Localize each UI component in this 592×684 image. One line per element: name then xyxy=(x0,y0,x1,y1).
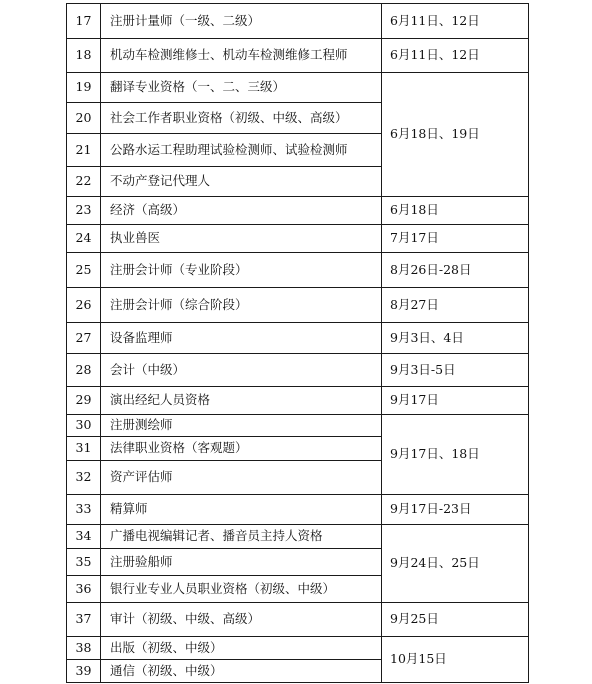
exam-date: 6月11日、12日 xyxy=(382,4,529,39)
table-row xyxy=(67,197,529,225)
row-number: 31 xyxy=(67,437,101,461)
exam-name: 出版（初级、中级） xyxy=(101,637,382,660)
exam-name: 法律职业资格（客观题） xyxy=(101,437,382,461)
row-number: 18 xyxy=(67,39,101,73)
table-row xyxy=(67,225,529,253)
exam-name: 注册计量师（一级、二级） xyxy=(101,4,382,39)
table-row xyxy=(67,73,529,103)
row-number: 22 xyxy=(67,167,101,197)
exam-name: 银行业专业人员职业资格（初级、中级） xyxy=(101,576,382,603)
exam-date: 9月24日、25日 xyxy=(382,525,529,603)
table-row xyxy=(67,525,529,549)
table-row xyxy=(67,354,529,387)
exam-name: 注册会计师（专业阶段） xyxy=(101,253,382,288)
table-row xyxy=(67,288,529,323)
exam-date: 8月26日-28日 xyxy=(382,253,529,288)
row-number: 35 xyxy=(67,549,101,576)
exam-name: 资产评估师 xyxy=(101,461,382,495)
table-row xyxy=(67,253,529,288)
exam-name: 会计（中级） xyxy=(101,354,382,387)
exam-name: 广播电视编辑记者、播音员主持人资格 xyxy=(101,525,382,549)
exam-name: 注册会计师（综合阶段） xyxy=(101,288,382,323)
exam-date: 6月18日、19日 xyxy=(382,73,529,197)
table-row xyxy=(67,637,529,660)
exam-name: 机动车检测维修士、机动车检测维修工程师 xyxy=(101,39,382,73)
table-row xyxy=(67,387,529,415)
row-number: 21 xyxy=(67,134,101,167)
exam-date: 9月3日、4日 xyxy=(382,323,529,354)
exam-name: 公路水运工程助理试验检测师、试验检测师 xyxy=(101,134,382,167)
exam-name: 翻译专业资格（一、二、三级） xyxy=(101,73,382,103)
row-number: 26 xyxy=(67,288,101,323)
row-number: 17 xyxy=(67,4,101,39)
exam-date: 8月27日 xyxy=(382,288,529,323)
row-number: 23 xyxy=(67,197,101,225)
row-number: 32 xyxy=(67,461,101,495)
exam-date: 10月15日 xyxy=(382,637,529,683)
table-row xyxy=(67,39,529,73)
exam-name: 注册验船师 xyxy=(101,549,382,576)
table-row xyxy=(67,495,529,525)
exam-date: 9月3日-5日 xyxy=(382,354,529,387)
exam-date: 9月17日、18日 xyxy=(382,415,529,495)
exam-date: 9月25日 xyxy=(382,603,529,637)
row-number: 25 xyxy=(67,253,101,288)
table-row xyxy=(67,323,529,354)
exam-date: 6月11日、12日 xyxy=(382,39,529,73)
exam-name: 不动产登记代理人 xyxy=(101,167,382,197)
row-number: 20 xyxy=(67,103,101,134)
exam-date: 7月17日 xyxy=(382,225,529,253)
row-number: 36 xyxy=(67,576,101,603)
exam-date: 6月18日 xyxy=(382,197,529,225)
row-number: 27 xyxy=(67,323,101,354)
exam-name: 精算师 xyxy=(101,495,382,525)
exam-name: 演出经纪人员资格 xyxy=(101,387,382,415)
row-number: 28 xyxy=(67,354,101,387)
exam-name: 注册测绘师 xyxy=(101,415,382,437)
table-row xyxy=(67,4,529,39)
row-number: 37 xyxy=(67,603,101,637)
row-number: 29 xyxy=(67,387,101,415)
row-number: 30 xyxy=(67,415,101,437)
exam-name: 执业兽医 xyxy=(101,225,382,253)
row-number: 33 xyxy=(67,495,101,525)
row-number: 39 xyxy=(67,660,101,683)
exam-name: 经济（高级） xyxy=(101,197,382,225)
row-number: 19 xyxy=(67,73,101,103)
table-row xyxy=(67,415,529,437)
exam-date: 9月17日 xyxy=(382,387,529,415)
exam-name: 审计（初级、中级、高级） xyxy=(101,603,382,637)
row-number: 24 xyxy=(67,225,101,253)
exam-name: 通信（初级、中级） xyxy=(101,660,382,683)
exam-name: 社会工作者职业资格（初级、中级、高级） xyxy=(101,103,382,134)
exam-name: 设备监理师 xyxy=(101,323,382,354)
table-row xyxy=(67,603,529,637)
exam-schedule-table xyxy=(66,3,529,683)
row-number: 38 xyxy=(67,637,101,660)
exam-date: 9月17日-23日 xyxy=(382,495,529,525)
row-number: 34 xyxy=(67,525,101,549)
